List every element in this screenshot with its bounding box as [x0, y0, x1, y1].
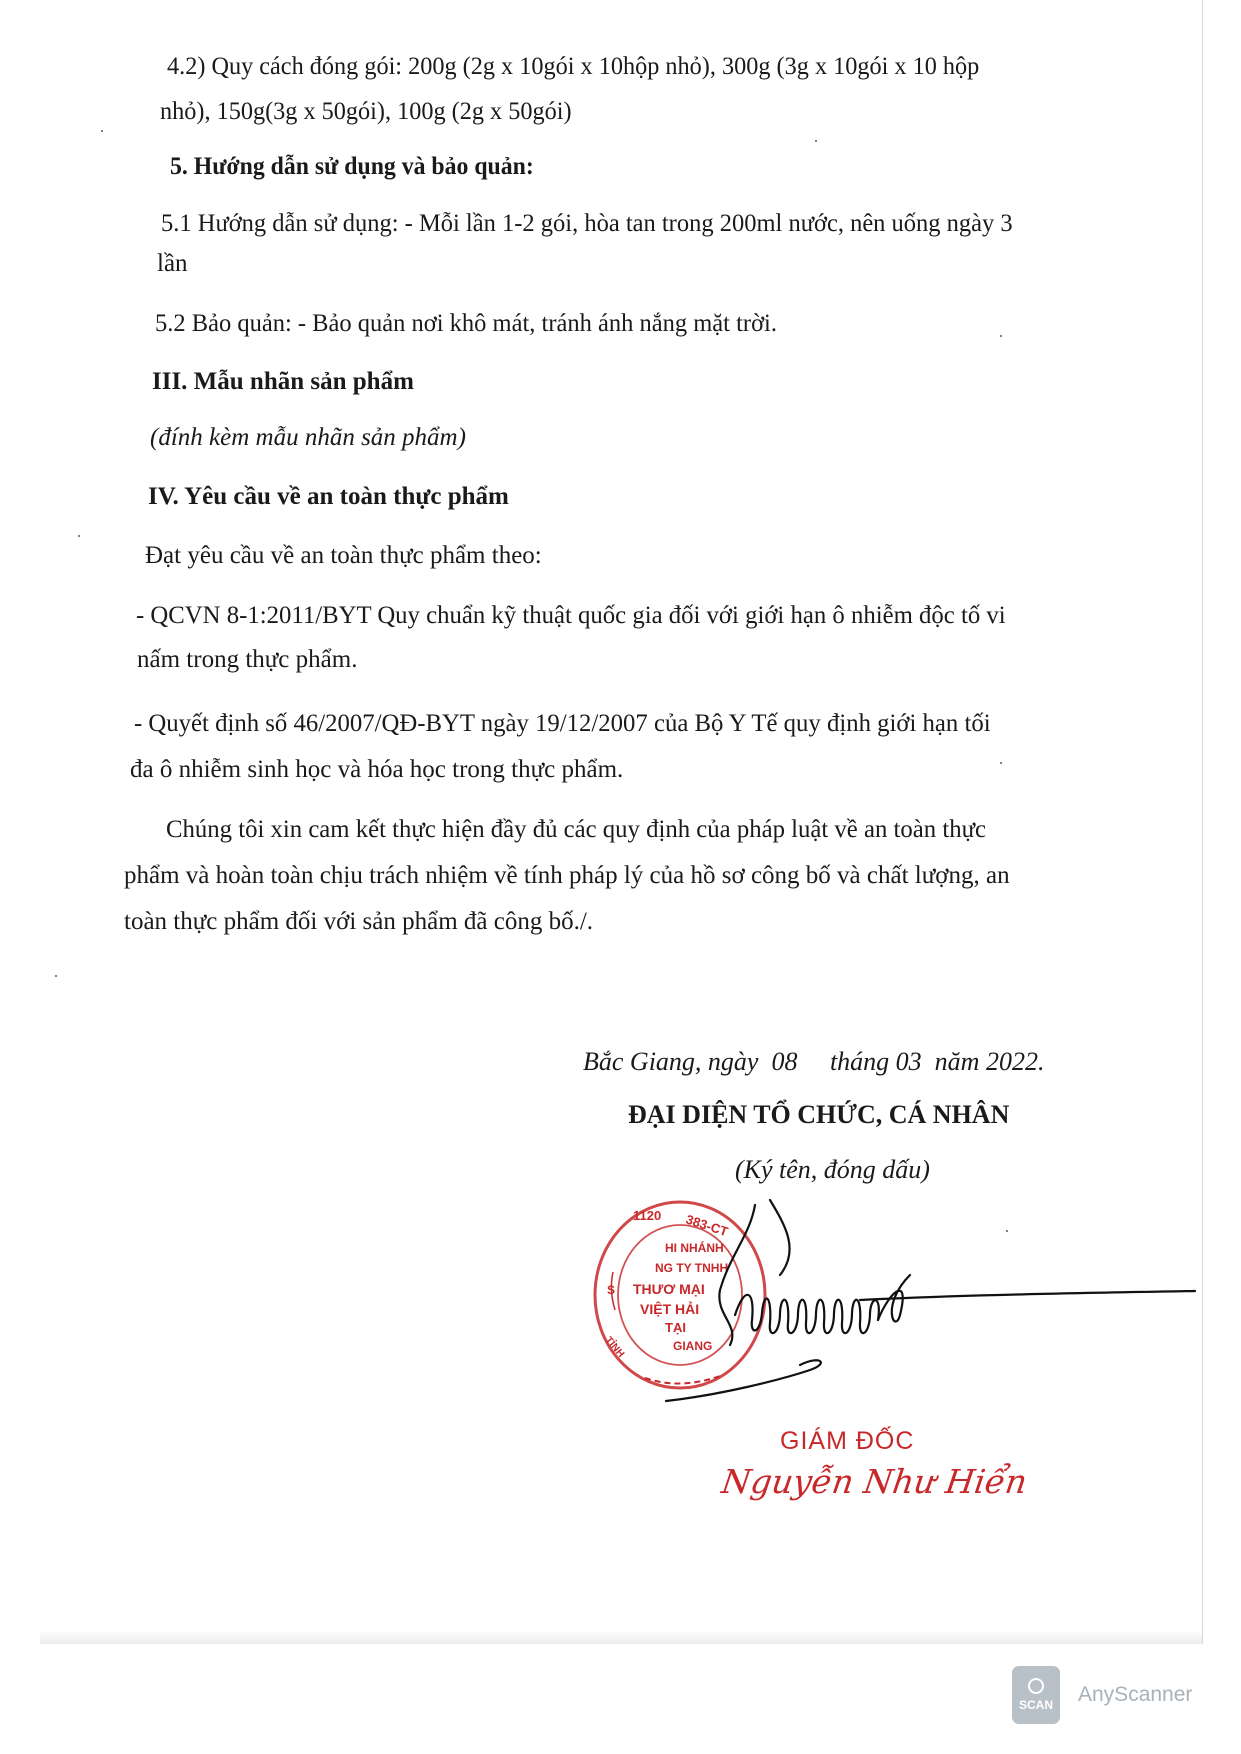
scan-speck: [78, 535, 80, 537]
director-title: GIÁM ĐỐC: [780, 1427, 915, 1455]
stamp-text: NG TY TNHH: [655, 1261, 729, 1275]
standard2-line1: - Quyết định số 46/2007/QĐ-BYT ngày 19/12/2007 của Bộ Y Tế quy định giới hạn tối: [134, 710, 991, 737]
director-name: Nguyễn Như Hiển: [719, 1462, 1030, 1501]
stamp-text: VIỆT HẢI: [640, 1301, 700, 1317]
stamp-text: S: [607, 1283, 616, 1297]
storage-line: 5.2 Bảo quản: - Bảo quản nơi khô mát, tránh ánh nắng mặt trời.: [155, 310, 777, 337]
stamp-text: 1120: [633, 1208, 662, 1223]
section4-heading: IV. Yêu cầu về an toàn thực phẩm: [148, 483, 509, 510]
scan-app-name: AnyScanner: [1078, 1683, 1193, 1706]
stamp-text: TẠI: [665, 1320, 686, 1335]
page-shadow: [40, 1630, 1202, 1644]
standard1-line1: - QCVN 8-1:2011/BYT Quy chuẩn kỹ thuật quốc gia đối với giới hạn ô nhiễm độc tố vi: [136, 602, 1006, 629]
scanner-watermark: [1012, 1666, 1192, 1724]
stamp-text: HI NHÁNH: [665, 1241, 724, 1255]
standard2-line2: đa ô nhiễm sinh học và hóa học trong thực phẩm.: [130, 756, 624, 783]
scan-speck: [1000, 335, 1002, 337]
commitment-line3: toàn thực phẩm đối với sản phẩm đã công bố./.: [124, 908, 594, 935]
safety-intro: Đạt yêu cầu về an toàn thực phẩm theo:: [145, 542, 542, 569]
representative-title: ĐẠI DIỆN TỔ CHỨC, CÁ NHÂN: [628, 1100, 1010, 1129]
section3-heading: III. Mẫu nhãn sản phẩm: [152, 368, 414, 395]
usage-line2: lần: [157, 250, 188, 277]
scan-speck: [101, 130, 103, 132]
place-date: Bắc Giang, ngày 08 tháng 03 năm 2022.: [583, 1047, 1045, 1076]
sign-note: (Ký tên, đóng dấu): [735, 1155, 930, 1184]
commitment-line1: Chúng tôi xin cam kết thực hiện đầy đủ các quy định của pháp luật về an toàn thực: [166, 816, 986, 843]
standard1-line2: nấm trong thực phẩm.: [137, 646, 358, 673]
handwritten-signature: [660, 1195, 1200, 1425]
section3-note: (đính kèm mẫu nhãn sản phẩm): [150, 424, 466, 451]
scan-speck: [815, 140, 817, 142]
scan-app-icon: [1012, 1666, 1060, 1724]
scan-speck: [1000, 762, 1002, 764]
section5-heading: 5. Hướng dẫn sử dụng và bảo quản:: [170, 153, 534, 180]
stamp-text: TỈNH: [602, 1334, 627, 1360]
packing-spec-line2: nhỏ), 150g(3g x 50gói), 100g (2g x 50gói): [160, 98, 572, 125]
scan-speck: [55, 975, 57, 977]
stamp-text: GIANG: [673, 1339, 713, 1353]
scan-app-logo-text: SCAN: [1018, 1698, 1053, 1712]
commitment-line2: phẩm và hoàn toàn chịu trách nhiệm về tính pháp lý của hồ sơ công bố và chất lượng, an: [124, 862, 1010, 889]
stamp-text: THƯƠ MẠI: [633, 1281, 705, 1297]
usage-line1: 5.1 Hướng dẫn sử dụng: - Mỗi lần 1-2 gói, hòa tan trong 200ml nước, nên uống ngày 3: [161, 210, 1013, 237]
packing-spec-line1: 4.2) Quy cách đóng gói: 200g (2g x 10gói x 10hộp nhỏ), 300g (3g x 10gói x 10 hộp: [167, 53, 980, 80]
stamp-text: 383-CT: [684, 1211, 730, 1240]
